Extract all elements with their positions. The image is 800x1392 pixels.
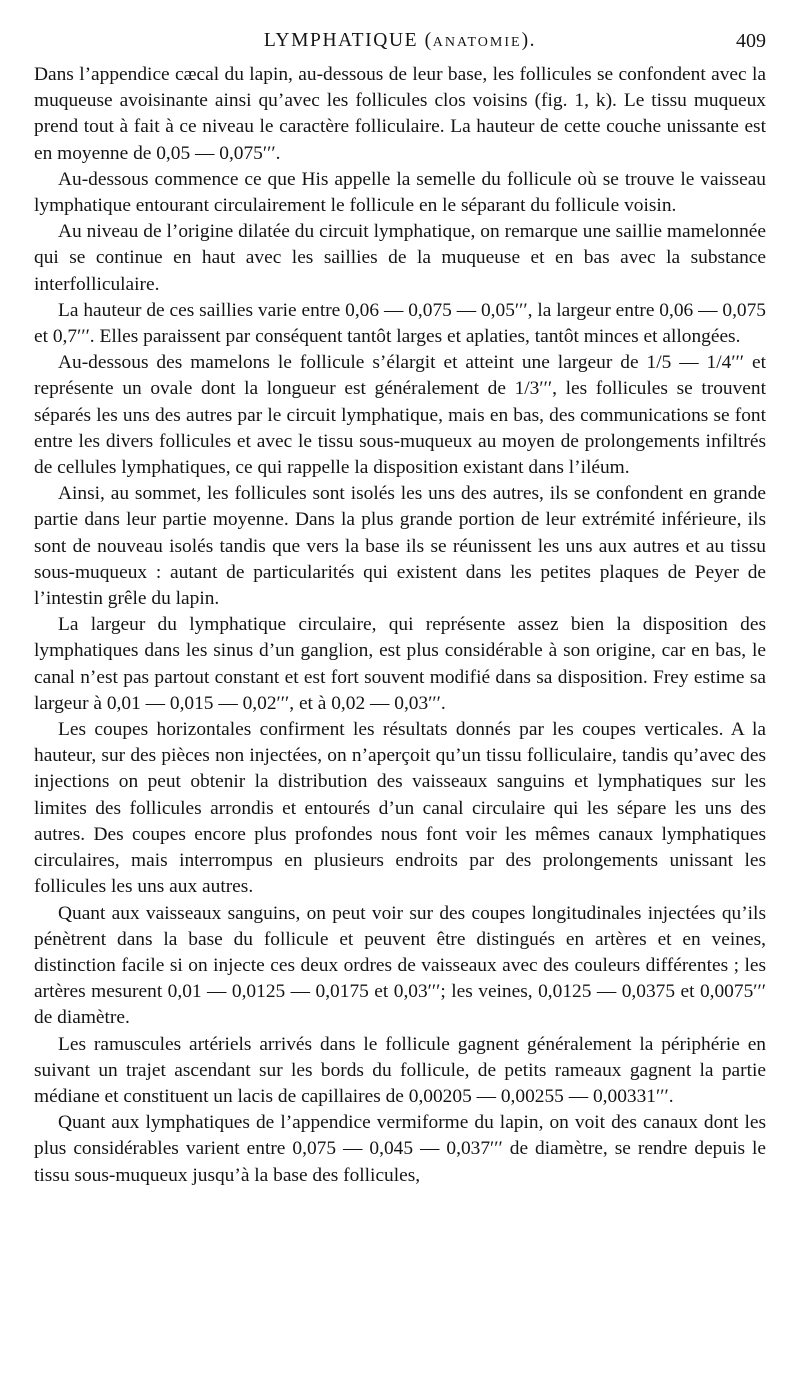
paragraph-5: Au-dessous des mamelons le follicule s’élargit et atteint une largeur de 1/5 — 1/4′′′ et représente un ovale dont la longueur est généralement de 1/3′′′, les follicules se trouvent séparés les uns des autres par le circuit lymphatique, mais en bas, des communications se font entre les divers follicules et avec le tissu sous-muqueux au moyen de prolongements infiltrés de cellules lymphatiques, ce qui rappelle la disposition existant dans l’iléum.: [34, 352, 766, 479]
running-title-subject: ANATOMIE: [432, 35, 522, 50]
paragraph-9: Quant aux vaisseaux sanguins, on peut voir sur des coupes longitudinales injectées qu’ils pénètrent dans la base du follicule et peuvent être distingués en artères et en veines, distinction facile si on injecte ces deux ordres de vaisseaux avec des couleurs différentes ; les artères mesurent 0,01 — 0,0125 — 0,0175 et 0,03′′′; les veines, 0,0125 — 0,0375 et 0,0075′′′ de diamètre.: [34, 902, 766, 1029]
running-title-main: LYMPHATIQUE (: [263, 30, 433, 51]
paragraph-6: Ainsi, au sommet, les follicules sont isolés les uns des autres, ils se confondent en grande partie dans leur partie moyenne. Dans la plus grande portion de leur extrémité inférieure, ils sont de nouveau isolés tandis que vers la base ils se réunissent les uns aux autres et au tissu sous-muqueux : autant de particularités qui existent dans les petites plaques de Peyer de l’intestin grêle du lapin.: [34, 483, 766, 610]
body-text: [34, 62, 766, 1189]
page-number: 409: [736, 30, 766, 52]
paragraph-10: Les ramuscules artériels arrivés dans le follicule gagnent généralement la périphérie en suivant un trajet ascendant sur les bords du follicule, de petits rameaux gagnent la partie médiane et constituent un lacis de capillaires de 0,00205 — 0,00255 — 0,00331′′′.: [34, 1033, 766, 1107]
running-head: [32, 30, 768, 56]
running-title: [32, 30, 768, 52]
paragraph-4: La hauteur de ces saillies varie entre 0,06 — 0,075 — 0,05′′′, la largeur entre 0,06 — 0,075 et 0,7′′′. Elles paraissent par conséquent tantôt larges et aplaties, tantôt minces et allongées.: [34, 299, 766, 348]
paragraph-1: Dans l’appendice cæcal du lapin, au-dessous de leur base, les follicules se confondent avec la muqueuse avoisinante ainsi qu’avec les follicules clos voisins (fig. 1, k). Le tissu muqueux prend tout à fait à ce niveau le caractère folliculaire. La hauteur de cette couche unissante est en moyenne de 0,05 — 0,075′′′.: [34, 64, 766, 164]
running-title-end: ).: [521, 30, 537, 51]
paragraph-8: Les coupes horizontales confirment les résultats donnés par les coupes verticales. A la hauteur, sur des pièces non injectées, on n’aperçoit qu’un tissu folliculaire, tandis qu’avec des injections on peut obtenir la distribution des vaisseaux sanguins et lymphatiques sur les limites des follicules arrondis et entourés d’un canal circulaire qui les sépare les uns des autres. Des coupes encore plus profondes nous font voir les mêmes canaux lymphatiques circulaires, mais interrompus en plusieurs endroits par des prolongements unissant les follicules les uns aux autres.: [34, 719, 766, 898]
paragraph-3: Au niveau de l’origine dilatée du circuit lymphatique, on remarque une saillie mamelonnée qui se continue en haut avec les saillies de la muqueuse et en bas avec la substance interfolliculaire.: [34, 221, 766, 295]
paragraph-7: La largeur du lymphatique circulaire, qui représente assez bien la disposition des lymphatiques dans les sinus d’un ganglion, est plus considérable à son origine, car en bas, le canal n’est pas partout constant et est fort souvent modifié dans sa disposition. Frey estime sa largeur à 0,01 — 0,015 — 0,02′′′, et à 0,02 — 0,03′′′.: [34, 614, 766, 714]
paragraph-2: Au-dessous commence ce que His appelle la semelle du follicule où se trouve le vaisseau lymphatique entourant circulairement le follicule en le séparant du follicule voisin.: [34, 168, 766, 217]
paragraph-11: Quant aux lymphatiques de l’appendice vermiforme du lapin, on voit des canaux dont les plus considérables varient entre 0,075 — 0,045 — 0,037′′′ de diamètre, se rendre depuis le tissu sous-muqueux jusqu’à la base des follicules,: [34, 1112, 766, 1186]
